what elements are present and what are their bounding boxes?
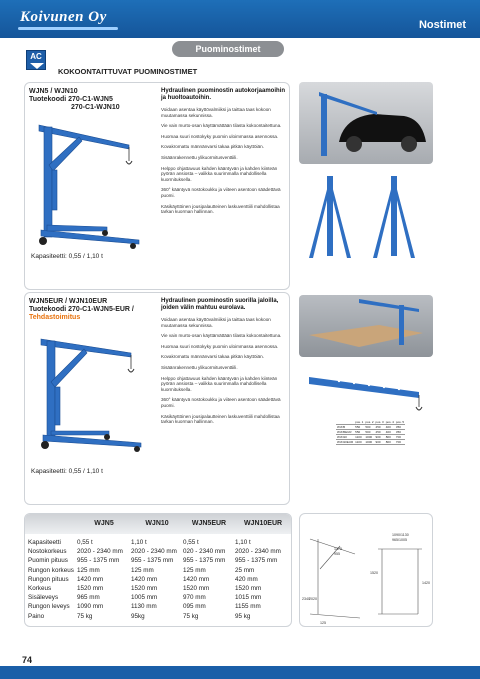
table-cell: WJN5 [336, 425, 354, 430]
table-cell: 450 [375, 430, 385, 435]
table-cell: 550 [354, 430, 364, 435]
page-category-title: Nostimet [418, 19, 466, 31]
dimension-label: 2340 [302, 597, 310, 601]
table-cell: 0,55 t [183, 539, 199, 546]
table-cell: WJN10 [336, 435, 354, 440]
description-paragraph: Vie vain murto-osan käyttämättään tilasta kokoontaitettuna. [161, 123, 282, 129]
table-cell: 400 [385, 425, 395, 430]
pallet-crane-photo [299, 295, 433, 357]
specification-table [24, 513, 292, 627]
table-header-cell: WJN10 [145, 520, 169, 527]
table-cell: 955 - 1375 mm [77, 557, 120, 565]
table-cell: 965 mm [77, 594, 100, 602]
table-cell: 95kg [131, 612, 145, 620]
dimension-label: 1375 [334, 547, 342, 551]
table-cell: 350 [395, 425, 405, 430]
table-cell: 955 - 1375 mm [235, 557, 278, 565]
table-cell: 700 [395, 440, 405, 445]
table-cell: Kapasiteetti [28, 539, 61, 546]
table-cell: 1090 mm [77, 603, 104, 611]
table-cell: Rungon leveys [28, 603, 70, 611]
table-cell: 1015 mm [235, 594, 262, 602]
table-cell: 1420 mm [77, 575, 104, 583]
dimension-label: 125 [320, 621, 326, 625]
table-header-cell: WJN5 [94, 520, 114, 527]
table-cell: 900 [375, 435, 385, 440]
description-paragraph: Huomaa suuri nostokyky puomin uloimmassa asennossa. [161, 133, 279, 139]
table-cell: WJN5EUR [336, 430, 354, 435]
table-cell: 1000 [364, 440, 374, 445]
table-cell: 1420 mm [131, 575, 158, 583]
product-code: Tuotekoodi 270-C1-WJN5-EUR / [29, 306, 134, 313]
product-model: WJN5EUR / WJN10EUR [29, 298, 108, 305]
description-heading: Hydraulinen puominostin suorilla jaloilla, joiden välin mahtuu eurolava. [161, 298, 279, 311]
description-paragraph: 360° kääntyvä nostokoukku ja viiteen asentoon säädettävä puomi. [161, 187, 281, 198]
table-cell: Korkeus [28, 584, 52, 592]
dimension-label: 1420 [422, 581, 430, 585]
table-cell: 955 - 1375 mm [183, 557, 226, 565]
table-cell: 95 kg [235, 612, 251, 620]
table-header-cell: pos. 4 [385, 420, 394, 424]
company-logo: Koivunen Oy [20, 9, 107, 25]
description-paragraph: Helppo ohjattavuus kahden kääntyvän ja kahden kiinteän pyörän ansiosta – valikka suurimmalla mahdollisella kuormituksella. [161, 165, 278, 182]
table-header-cell: pos. 5 [395, 420, 405, 424]
table-cell: 1420 mm [183, 575, 210, 583]
description-heading: Hydraulinen puominostin autokorjaamoihin ja huoltoautoihin. [161, 88, 286, 101]
product-box-wjn [24, 82, 290, 290]
table-cell: 0,55 t [77, 539, 93, 546]
table-cell: 2020 - 2340 mm [77, 548, 123, 556]
table-cell: 1000 [364, 435, 374, 440]
product-description [161, 298, 287, 430]
logo-swoosh [18, 27, 118, 30]
table-cell: 1100 [354, 435, 364, 440]
table-cell: 1,10 t [235, 539, 251, 546]
description-paragraph: Kovakromattu männänvarsi takaa pitkän käyttöiän. [161, 354, 264, 360]
car-lift-photo [299, 82, 433, 164]
table-cell: 25 mm [235, 566, 255, 574]
table-cell: 1520 mm [235, 584, 262, 592]
table-cell: Paino [28, 612, 45, 620]
table-cell: 1520 mm [183, 584, 210, 592]
table-cell: 500 [364, 425, 374, 430]
table-row [25, 566, 291, 575]
description-paragraph: Helppo ohjattavuus kahden kääntyvän ja kahden kiinteän pyörän ansiosta – valikka suurimmalla mahdollisella kuormituksella. [161, 375, 278, 392]
table-header-cell: pos. 3 [375, 420, 384, 424]
table-cell: Rungon korkeus [28, 566, 74, 574]
dimension-label: 955 [334, 552, 340, 556]
table-row [25, 612, 291, 621]
table-cell: 2020 - 2340 mm [131, 548, 177, 556]
product-box-wjn-eur [24, 292, 290, 505]
dimension-label: 965/1005 [392, 538, 407, 542]
dimension-label: 1090/1130 [392, 533, 409, 537]
table-cell: 970 mm [183, 594, 206, 602]
table-row [25, 593, 291, 602]
dimension-label: 1520 [370, 571, 378, 575]
capacity-label: Kapasiteetti: 0,55 / 1,10 t [31, 253, 103, 260]
table-row [25, 556, 291, 565]
description-paragraph: 360° kääntyvä nostokoukku ja viiteen asentoon säädettävä puomi. [161, 397, 281, 408]
description-paragraph: Vie vain murto-osan käyttämättään tilasta kokoontaitettuna. [161, 333, 282, 339]
table-row [25, 602, 291, 611]
table-row [336, 440, 405, 445]
table-cell: 400 [385, 430, 395, 435]
header-bar [0, 0, 480, 38]
table-cell: 500 [364, 430, 374, 435]
description-paragraph: Sisäänrakennettu ylikuormitusventtiili. [161, 364, 238, 370]
table-header-cell: WJN10EUR [243, 520, 283, 527]
table-cell: 75 kg [183, 612, 199, 620]
table-cell: Sisäleveys [28, 594, 59, 602]
section-subtitle: KOKOONTAITTUVAT PUOMINOSTIMET [58, 67, 198, 76]
product-code-2: 270-C1-WJN10 [71, 104, 120, 111]
table-cell: 1005 mm [131, 594, 158, 602]
table-cell: 800 [385, 440, 395, 445]
table-header-cell: pos. 2 [365, 420, 374, 424]
table-cell: 700 [395, 435, 405, 440]
description-paragraph: Käsikäyttöinen jousipalautteinen laskuventtiili mahdollistaa tarkan kuorman hallinnan. [161, 203, 280, 215]
table-cell: 900 [375, 440, 385, 445]
table-header-cell [25, 514, 77, 534]
description-paragraph: Sisäänrakennettu ylikuormitusventtiili. [161, 154, 238, 160]
table-cell: 2020 - 2340 mm [235, 548, 281, 556]
table-cell: 75 kg [77, 612, 93, 620]
product-model: WJN5 / WJN10 [29, 88, 78, 95]
table-cell: 420 mm [235, 575, 258, 583]
table-cell: 800 [385, 435, 395, 440]
page-number: 74 [22, 655, 33, 665]
crane-image [29, 327, 154, 462]
crane-image [29, 115, 154, 250]
table-header-cell: WJN5EUR [191, 520, 227, 527]
table-cell: 1520 mm [131, 584, 158, 592]
table-cell: 955 - 1375 mm [131, 557, 174, 565]
table-cell: 550 [354, 425, 364, 430]
description-paragraph: Kovakromattu männänvarsi takaa pitkän käyttöiän. [161, 144, 264, 150]
table-cell: 1130 mm [131, 603, 157, 611]
table-cell: 125 mm [77, 566, 100, 574]
table-cell: 450 [375, 425, 385, 430]
table-cell: 125 mm [183, 566, 206, 574]
table-row [25, 538, 291, 547]
ac-badge-icon [26, 50, 46, 70]
dimension-diagram [299, 513, 433, 627]
description-paragraph: Voidaan asentaa käyttövalmiiksi ja taittaa taas kokoon muutamassa sekunnissa. [161, 107, 271, 118]
section-pill: Puominostimet [172, 41, 284, 57]
table-cell: 1100 [354, 440, 364, 445]
product-description [161, 88, 287, 220]
footer-bar [0, 666, 480, 679]
folded-crane-photo [299, 168, 433, 268]
product-code: Tuotekoodi 270-C1-WJN5 [29, 96, 113, 103]
description-paragraph: Huomaa suuri nostokyky puomin uloimmassa asennossa. [161, 343, 279, 349]
factory-delivery-label: Tehdastoimitus [29, 314, 81, 321]
table-row [25, 584, 291, 593]
table-cell: 125 mm [131, 566, 154, 574]
table-cell: 020 - 2340 mm [183, 548, 226, 556]
table-cell: 1520 mm [77, 584, 104, 592]
table-cell: 1155 mm [235, 603, 261, 611]
capacity-label: Kapasiteetti: 0,55 / 1,10 t [31, 468, 103, 475]
ac-badge-label: AC [30, 52, 42, 61]
table-cell: Rungon pituus [28, 575, 69, 583]
table-cell: Puomin pituus [28, 557, 68, 565]
dimension-label: 2020 [309, 597, 317, 601]
description-paragraph: Voidaan asentaa käyttövalmiiksi ja taittaa taas kokoon muutamassa sekunnissa. [161, 317, 271, 328]
table-cell: 350 [395, 430, 405, 435]
table-row [25, 547, 291, 556]
boom-capacity-table [336, 420, 405, 445]
ac-arrow-icon [30, 63, 44, 69]
table-cell: 1,10 t [131, 539, 147, 546]
description-paragraph: Käsikäyttöinen jousipalautteinen laskuventtiili mahdollistaa tarkan kuorman hallinnan. [161, 413, 280, 425]
table-header-row [25, 514, 291, 534]
table-cell: 095 mm [183, 603, 206, 611]
table-cell: Nostokorkeus [28, 548, 67, 556]
table-row [25, 575, 291, 584]
table-cell: WJN10EUR [337, 440, 354, 444]
table-header-cell: pos. 1 [355, 420, 364, 424]
